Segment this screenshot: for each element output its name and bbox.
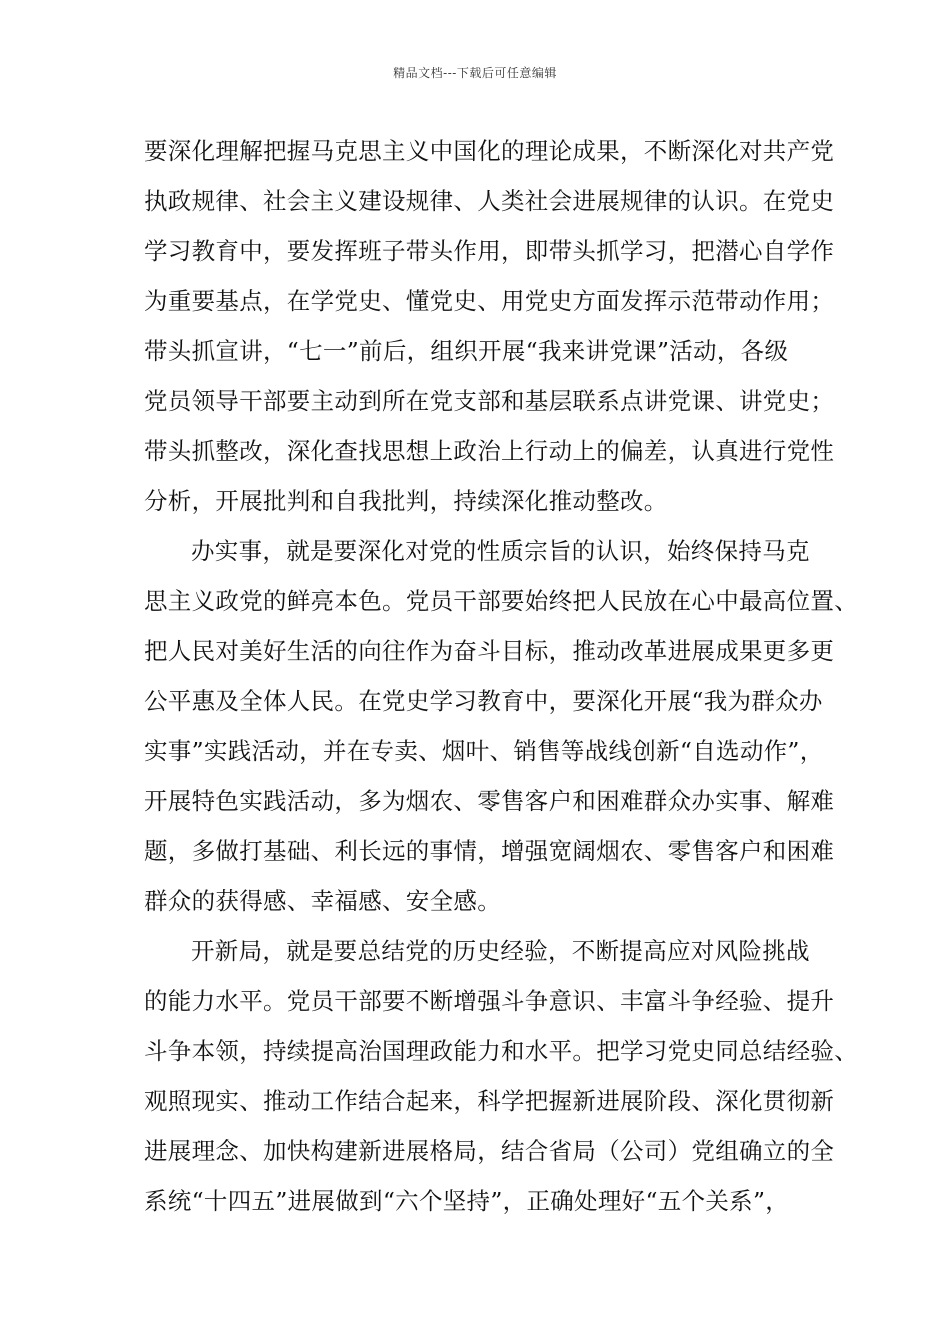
text-line: 的能力水平。党员干部要不断增强斗争意识、丰富斗争经验、提升 <box>144 987 835 1015</box>
text-line: 把人民对美好生活的向往作为奋斗目标，推动改革进展成果更多更 <box>144 637 835 665</box>
text-line: 分析，开展批判和自我批判，持续深化推动整改。 <box>144 487 668 515</box>
text-line: 办实事，就是要深化对党的性质宗旨的认识，始终保持马克 <box>191 537 810 565</box>
text-line: 为重要基点，在学党史、懂党史、用党史方面发挥示范带动作用； <box>144 287 835 315</box>
text-line: 带头抓整改，深化查找思想上政治上行动上的偏差，认真进行党性 <box>144 437 835 465</box>
text-line: 学习教育中，要发挥班子带头作用，即带头抓学习，把潜心自学作 <box>144 237 835 265</box>
document-body <box>144 126 858 1226</box>
text-line: 开新局，就是要总结党的历史经验，不断提高应对风险挑战 <box>191 937 810 965</box>
paragraph-1 <box>144 126 834 526</box>
text-line: 思主义政党的鲜亮本色。党员干部要始终把人民放在心中最高位置、 <box>144 587 858 615</box>
text-line: 题，多做打基础、利长远的事情，增强宽阔烟农、零售客户和困难 <box>144 837 835 865</box>
paragraph-2 <box>144 526 858 926</box>
paragraph-3 <box>144 926 858 1226</box>
text-line: 开展特色实践活动，多为烟农、零售客户和困难群众办实事、解难 <box>144 787 835 815</box>
text-line: 实事”实践活动，并在专卖、烟叶、销售等战线创新“自选动作”， <box>144 737 824 765</box>
text-line: 执政规律、社会主义建设规律、人类社会进展规律的认识。在党史 <box>144 187 835 215</box>
text-line: 观照现实、推动工作结合起来，科学把握新进展阶段、深化贯彻新 <box>144 1087 835 1115</box>
text-line: 群众的获得感、幸福感、安全感。 <box>144 887 501 915</box>
text-line: 系统“十四五”进展做到“六个坚持”，正确处理好“五个关系”， <box>144 1187 790 1215</box>
text-line: 斗争本领，持续提高治国理政能力和水平。把学习党史同总结经验、 <box>144 1037 858 1065</box>
text-line: 进展理念、加快构建新进展格局，结合省局（公司）党组确立的全 <box>144 1137 835 1165</box>
text-line: 要深化理解把握马克思主义中国化的理论成果，不断深化对共产党 <box>144 137 835 165</box>
page-header: 精品文档---下载后可任意编辑 <box>393 66 557 80</box>
text-line: 党员领导干部要主动到所在党支部和基层联系点讲党课、讲党史； <box>144 387 835 415</box>
text-line: 带头抓宣讲，“七一”前后，组织开展“我来讲党课”活动，各级 <box>144 337 789 365</box>
text-line: 公平惠及全体人民。在党史学习教育中，要深化开展“我为群众办 <box>144 687 823 715</box>
